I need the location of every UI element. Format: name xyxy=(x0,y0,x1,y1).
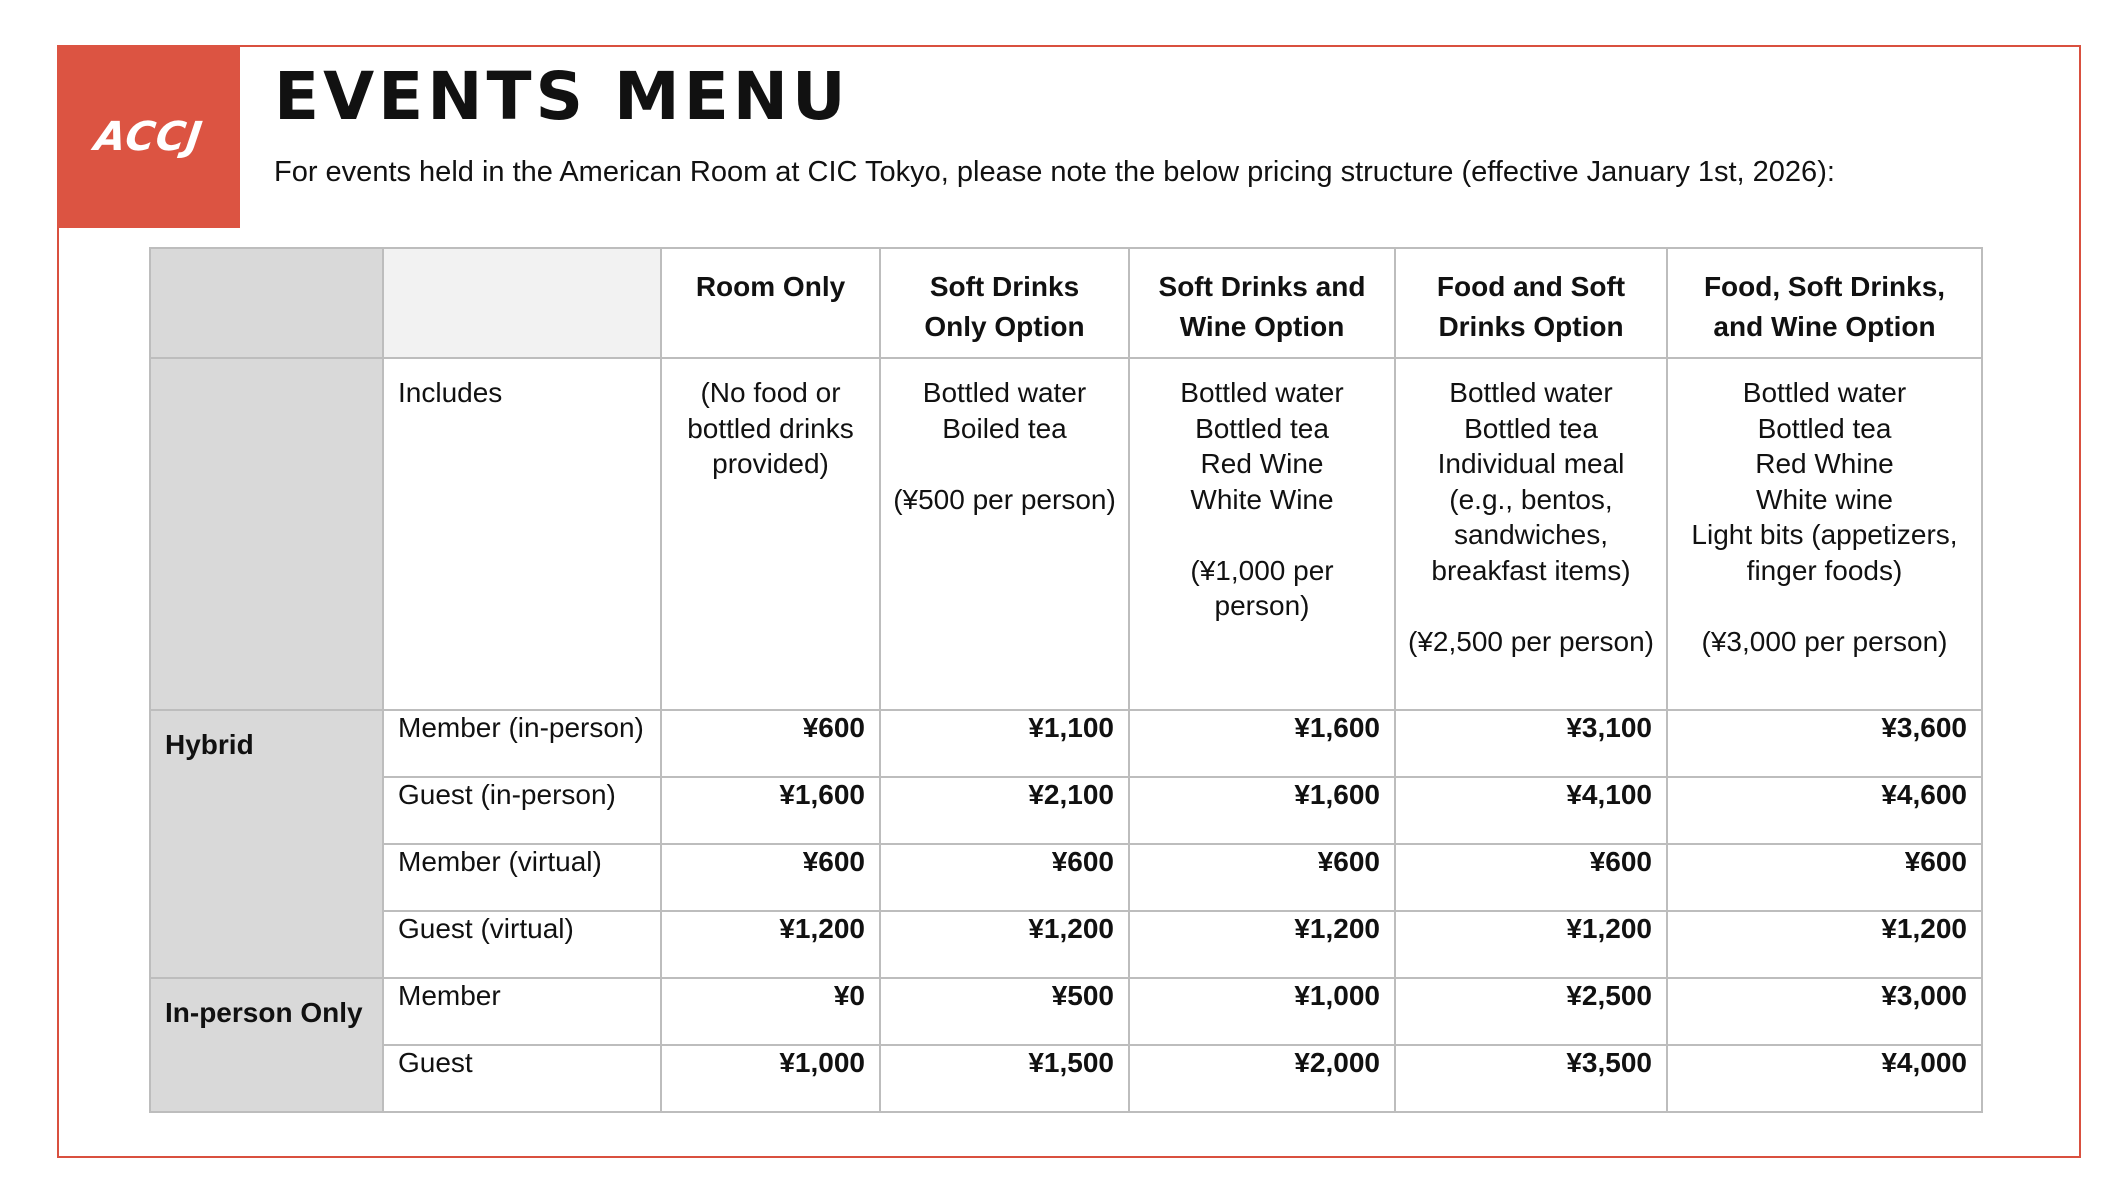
group-label-in-person-only: In-person Only xyxy=(150,978,383,1112)
price-cell: ¥1,600 xyxy=(661,777,880,844)
includes-line: bottled drinks xyxy=(687,412,854,444)
pricing-table xyxy=(149,247,1983,1113)
price-cell: ¥3,100 xyxy=(1395,710,1667,777)
price-cell: ¥600 xyxy=(880,844,1129,911)
includes-cell xyxy=(1129,358,1395,710)
corner-cell-2 xyxy=(383,248,661,358)
table-row xyxy=(150,844,1982,911)
includes-line: White Wine xyxy=(1190,483,1334,515)
price-cell: ¥1,000 xyxy=(661,1045,880,1112)
price-cell: ¥600 xyxy=(661,844,880,911)
includes-line xyxy=(1680,588,1969,624)
includes-line: (¥3,000 per person) xyxy=(1701,625,1948,657)
group-blank-cell xyxy=(150,358,383,710)
includes-line: Red Whine xyxy=(1755,448,1894,479)
corner-cell xyxy=(150,248,383,358)
row-label: Guest (in-person) xyxy=(383,777,661,844)
price-cell: ¥3,600 xyxy=(1667,710,1982,777)
price-cell: ¥1,600 xyxy=(1129,777,1395,844)
includes-line xyxy=(1408,588,1654,624)
price-cell: ¥3,500 xyxy=(1395,1045,1667,1112)
price-cell: ¥600 xyxy=(1129,844,1395,911)
price-cell: ¥1,100 xyxy=(880,710,1129,777)
group-label-hybrid: Hybrid xyxy=(150,710,383,978)
row-label: Guest (virtual) xyxy=(383,911,661,978)
includes-line: Bottled water xyxy=(1449,377,1613,408)
price-cell: ¥600 xyxy=(1395,844,1667,911)
logo-text: ACCJ xyxy=(91,113,206,160)
price-cell: ¥3,000 xyxy=(1667,978,1982,1045)
table-row xyxy=(150,978,1982,1045)
includes-cell xyxy=(880,358,1129,710)
includes-line: (No food or xyxy=(700,377,841,408)
includes-line: sandwiches, xyxy=(1453,519,1609,550)
includes-line: Bottled water xyxy=(1742,377,1907,408)
includes-line: Bottled tea xyxy=(1195,412,1329,444)
price-cell: ¥4,000 xyxy=(1667,1045,1982,1112)
includes-line xyxy=(1142,517,1382,553)
price-cell: ¥1,200 xyxy=(1395,911,1667,978)
header-row xyxy=(150,248,1982,358)
includes-line: Bottled tea xyxy=(1757,412,1892,444)
includes-line: finger foods) xyxy=(1746,554,1903,586)
price-cell: ¥2,000 xyxy=(1129,1045,1395,1112)
price-cell: ¥1,000 xyxy=(1129,978,1395,1045)
page-title: EVENTS MENU xyxy=(274,58,850,135)
includes-cell xyxy=(1667,358,1982,710)
price-cell: ¥4,100 xyxy=(1395,777,1667,844)
includes-label: Includes xyxy=(383,358,661,710)
price-cell: ¥1,200 xyxy=(880,911,1129,978)
table-row xyxy=(150,710,1982,777)
price-cell: ¥1,200 xyxy=(1667,911,1982,978)
column-header-soft-drinks: Soft Drinks Only Option xyxy=(880,248,1129,358)
includes-row xyxy=(150,358,1982,710)
includes-line: Light bits (appetizers, xyxy=(1691,519,1958,550)
includes-line: Red Wine xyxy=(1200,448,1324,479)
includes-line: (¥2,500 per person) xyxy=(1408,625,1654,657)
includes-line: breakfast items) xyxy=(1431,554,1631,586)
price-cell: ¥4,600 xyxy=(1667,777,1982,844)
row-label: Member xyxy=(383,978,661,1045)
page-subtitle: For events held in the American Room at CIC Tokyo, please note the below pricing structure (effective January 1st, 2026): xyxy=(274,156,1835,188)
table-row xyxy=(150,911,1982,978)
includes-line: Individual meal xyxy=(1437,448,1625,479)
row-label: Member (in-person) xyxy=(383,710,661,777)
includes-line: (¥1,000 per xyxy=(1190,554,1334,586)
includes-line: person) xyxy=(1214,590,1310,621)
column-header-food-soft-drinks: Food and Soft Drinks Option xyxy=(1395,248,1667,358)
table-row xyxy=(150,1045,1982,1112)
price-cell: ¥1,500 xyxy=(880,1045,1129,1112)
price-cell: ¥1,200 xyxy=(1129,911,1395,978)
column-header-food-soft-drinks-wine: Food, Soft Drinks, and Wine Option xyxy=(1667,248,1982,358)
price-cell: ¥2,500 xyxy=(1395,978,1667,1045)
includes-line: White wine xyxy=(1756,483,1893,515)
includes-line: Bottled water xyxy=(922,377,1087,408)
table-row xyxy=(150,777,1982,844)
includes-line: Bottled water xyxy=(1180,377,1344,408)
includes-cell xyxy=(661,358,880,710)
row-label: Member (virtual) xyxy=(383,844,661,911)
column-header-soft-drinks-wine: Soft Drinks and Wine Option xyxy=(1129,248,1395,358)
includes-cell xyxy=(1395,358,1667,710)
price-cell: ¥600 xyxy=(1667,844,1982,911)
includes-line: (¥500 per person) xyxy=(893,483,1116,515)
price-cell: ¥1,600 xyxy=(1129,710,1395,777)
accj-logo xyxy=(57,45,240,228)
includes-line: Bottled tea xyxy=(1464,412,1598,444)
price-cell: ¥1,200 xyxy=(661,911,880,978)
price-cell: ¥500 xyxy=(880,978,1129,1045)
includes-line xyxy=(893,446,1116,482)
includes-line: Boiled tea xyxy=(942,412,1067,444)
column-header-room-only: Room Only xyxy=(661,248,880,358)
includes-line: provided) xyxy=(712,448,829,479)
price-cell: ¥600 xyxy=(661,710,880,777)
row-label: Guest xyxy=(383,1045,661,1112)
price-cell: ¥0 xyxy=(661,978,880,1045)
includes-line: (e.g., bentos, xyxy=(1449,483,1613,515)
price-cell: ¥2,100 xyxy=(880,777,1129,844)
